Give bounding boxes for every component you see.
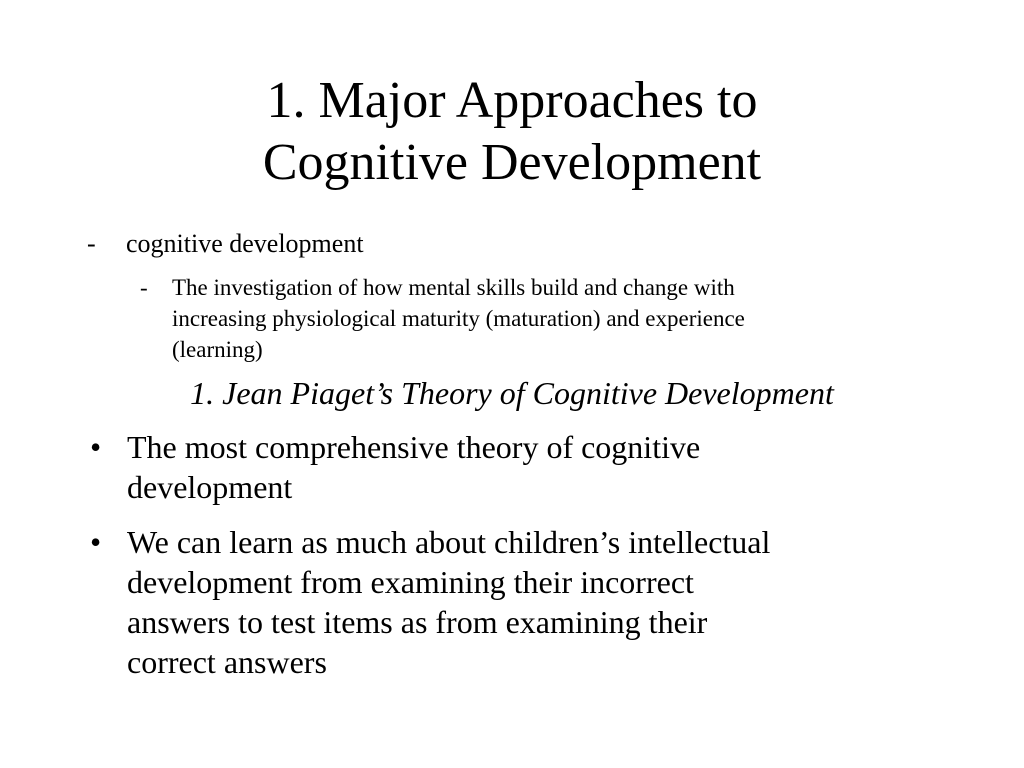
definition-term: cognitive development xyxy=(126,229,364,258)
dash-marker: - xyxy=(140,275,148,300)
definition-text xyxy=(172,272,897,365)
dash-marker: - xyxy=(87,229,96,258)
slide-title-line-2: Cognitive Development xyxy=(262,134,762,191)
bullet-text xyxy=(127,522,957,682)
bullet-line: We can learn as much about children’s intellectual xyxy=(127,524,771,560)
slide-title xyxy=(0,70,1024,194)
definition-line: (learning) xyxy=(172,337,263,362)
definition-line: The investigation of how mental skills build and change with xyxy=(172,275,735,300)
bullet-marker: • xyxy=(90,524,102,560)
bullet-line: The most comprehensive theory of cognitive xyxy=(127,429,701,465)
slide-title-line-1: 1. Major Approaches to xyxy=(266,72,758,129)
bullet-text xyxy=(127,427,957,507)
definition-line: increasing physiological maturity (maturation) and experience xyxy=(172,306,745,331)
bullet-line: answers to test items as from examining their xyxy=(127,604,708,640)
bullet-line: development xyxy=(127,469,293,505)
bullet-line: correct answers xyxy=(127,644,327,680)
section-subtitle: 1. Jean Piaget’s Theory of Cognitive Development xyxy=(190,375,834,411)
bullet-line: development from examining their incorrect xyxy=(127,564,694,600)
bullet-marker: • xyxy=(90,429,102,465)
